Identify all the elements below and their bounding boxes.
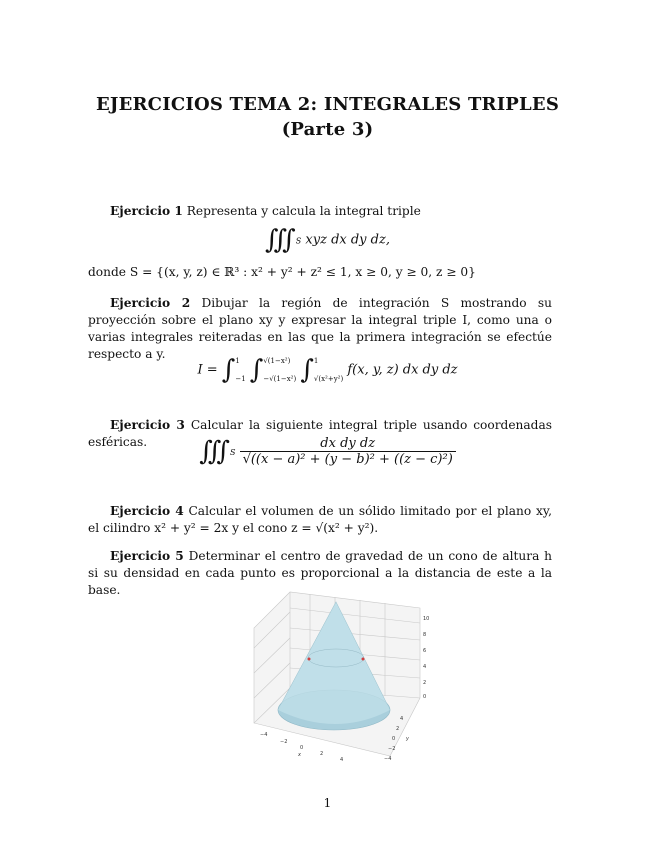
exercise-1-region: donde S = {(x, y, z) ∈ ℝ³ : x² + y² + z² ≤ 1, x ≥ 0, y ≥ 0, z ≥ 0} [88, 265, 476, 279]
exercise-1-statement [88, 203, 552, 220]
fraction-denominator: √((x − a)² + (y − b)² + ((z − c)²) [242, 452, 453, 467]
exercise-4-statement [88, 503, 552, 537]
exercise-3-integral [0, 436, 655, 467]
integral-lhs: I = [197, 362, 218, 378]
limit-3-upper: 1 [313, 356, 319, 365]
exercise-1-text: Representa y calcula la integral triple [182, 204, 421, 218]
exercise-2-text: Dibujar la región de integración S mostrando su proyección sobre el plano xy y expresar la integral triple I, como una o varias integrales reiteradas en las que la primera integración se efectúe respecto a y. [88, 296, 552, 361]
exercise-1-label: Ejercicio 1 [110, 204, 183, 218]
fraction-numerator: dx dy dz [240, 436, 456, 452]
exercise-2-integral [0, 355, 655, 385]
z-tick: 6 [423, 648, 427, 654]
x-tick: −2 [280, 739, 288, 745]
z-tick: 2 [423, 680, 427, 686]
exercise-1-integral [0, 225, 655, 255]
page-title [0, 92, 655, 142]
triple-integral-sign-3: ∭ [199, 436, 230, 467]
integral-sign-3: ∫ [300, 355, 314, 385]
x-tick: 0 [300, 745, 304, 751]
limit-2-upper: √(1−x²) [263, 356, 291, 365]
title-line-2: (Parte 3) [281, 119, 374, 140]
z-tick: 10 [423, 616, 430, 622]
y-tick: 0 [392, 736, 396, 742]
x-tick: −4 [260, 732, 268, 738]
y-axis-label: y [406, 736, 409, 742]
exercise-2-integrand: f(x, y, z) dx dy dz [347, 362, 458, 378]
cone-figure [240, 588, 430, 766]
region-subscript-3: S [229, 448, 236, 457]
x-tick: 2 [320, 751, 324, 757]
region-subscript: S [295, 236, 302, 246]
exercise-3-fraction [240, 436, 456, 467]
limits-1 [235, 357, 245, 384]
y-tick: 2 [396, 726, 400, 732]
exercise-5-text: Determinar el centro de gravedad de un cono de altura h si su densidad en cada punto es proporcional a la distancia de este a la base. [88, 549, 553, 597]
limit-1-lower: −1 [235, 374, 246, 383]
limit-1-upper: 1 [235, 356, 240, 365]
exercise-4-label: Ejercicio 4 [110, 504, 184, 518]
exercise-2-label: Ejercicio 2 [110, 296, 191, 310]
y-tick: 4 [400, 716, 404, 722]
limits-2 [263, 357, 296, 384]
exercise-4-text: Calcular el volumen de un sólido limitado por el plano xy, el cilindro x² + y² = 2x y el cono z = √(x² + y²). [88, 504, 552, 535]
integral-sign-2: ∫ [249, 355, 264, 385]
z-tick: 4 [423, 664, 427, 670]
triple-integral-sign: ∭ [265, 225, 296, 255]
integral-sign-1: ∫ [221, 355, 236, 385]
title-line-1: EJERCICIOS TEMA 2: INTEGRALES TRIPLES [95, 94, 560, 115]
limit-2-lower: −√(1−x²) [263, 374, 297, 383]
exercise-5-label: Ejercicio 5 [110, 549, 184, 563]
y-tick: −2 [388, 746, 396, 752]
page-number: 1 [323, 796, 332, 810]
limit-3-lower: √(x²+y²) [313, 374, 344, 383]
z-tick: 8 [423, 632, 427, 638]
z-tick: 0 [423, 694, 427, 700]
exercise-3-text: Calcular la siguiente integral triple usando coordenadas esféricas. [88, 418, 552, 449]
exercise-1-integrand: xyz dx dy dz, [305, 232, 390, 248]
x-tick: 4 [340, 757, 344, 763]
limits-3 [314, 357, 343, 384]
exercise-2-statement [88, 295, 552, 363]
x-axis-label: x [298, 752, 301, 758]
y-tick: −4 [384, 756, 392, 762]
exercise-3-label: Ejercicio 3 [110, 418, 185, 432]
